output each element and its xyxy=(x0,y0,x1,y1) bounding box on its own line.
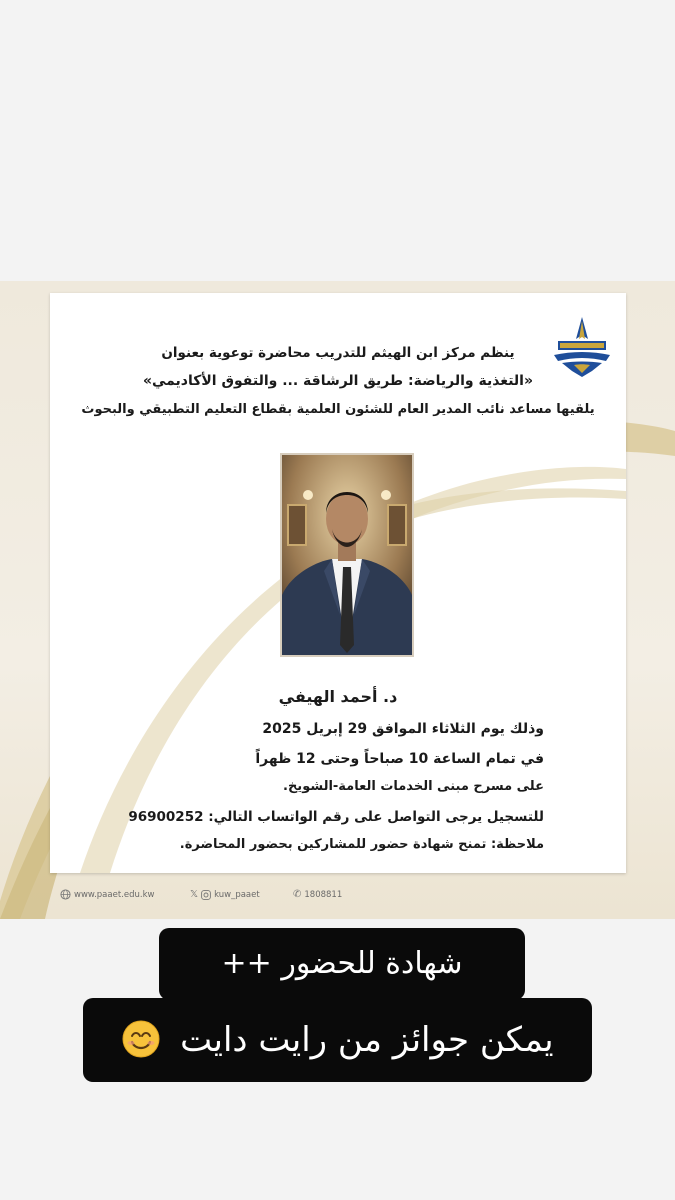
lecturer-name: د. أحمد الهيفي xyxy=(278,687,398,706)
x-icon: 𝕏 xyxy=(190,889,199,900)
certificate-caption xyxy=(159,928,525,1000)
poster-footer xyxy=(60,889,380,905)
certificate-caption-text: شهادة للحضور ++ xyxy=(221,946,463,981)
time-text: في تمام الساعة 10 صباحاً وحتى 12 ظهراً xyxy=(255,751,544,767)
footer-phone-text: 1808811 xyxy=(304,889,343,900)
footer-social xyxy=(190,889,260,900)
footer-social-text: kuw_paaet xyxy=(214,889,260,900)
paaet-logo-icon xyxy=(552,315,612,377)
portrait-image xyxy=(282,455,412,655)
phone-icon: ✆ xyxy=(293,889,302,900)
footer-website xyxy=(60,889,154,900)
poster-card xyxy=(50,293,626,873)
intro-text: ينظم مركز ابن الهيثم للتدريب محاضرة توعوية بعنوان xyxy=(161,345,515,361)
lecturer-photo xyxy=(280,453,414,657)
globe-icon xyxy=(60,889,71,900)
note-text: ملاحظة: تمنح شهادة حضور للمشاركين بحضور المحاضرة. xyxy=(179,837,544,852)
footer-website-text: www.paaet.edu.kw xyxy=(74,889,155,900)
smiling-face-emoji-icon xyxy=(121,1019,161,1059)
prizes-caption xyxy=(83,998,592,1082)
lecture-title: «التغذية والرياضة: طريق الرشاقة ... والتفوق الأكاديمي» xyxy=(142,373,534,389)
event-poster xyxy=(0,281,675,919)
prizes-caption-text: يمكن جوائز من رايت دايت xyxy=(180,1020,554,1060)
footer-phone xyxy=(293,889,342,900)
instagram-icon xyxy=(201,890,211,900)
lecturer-role: يلقيها مساعد نائب المدير العام للشئون العلمية بقطاع التعليم التطبيقي والبحوث xyxy=(81,402,595,417)
date-text: وذلك يوم الثلاثاء الموافق 29 إبريل 2025 xyxy=(262,721,544,737)
contact-text: للتسجيل يرجى التواصل على رقم الواتساب التالي: 96900252 xyxy=(128,809,544,825)
venue-text: على مسرح مبنى الخدمات العامة-الشويخ. xyxy=(283,779,544,794)
